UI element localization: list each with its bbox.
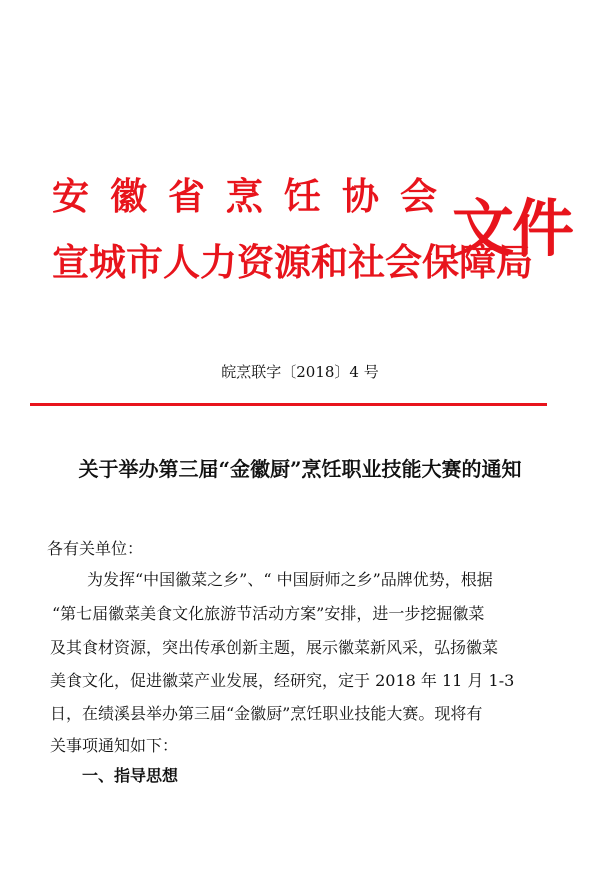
issuer-line-2: 宣城市人力资源和社会保障局: [52, 240, 533, 284]
section-heading: 一、指导思想: [82, 766, 179, 785]
body-line: 关事项通知如下：: [50, 736, 179, 755]
header-divider: [30, 403, 547, 406]
salutation: 各有关单位：: [47, 539, 144, 558]
notice-title: 关于举办第三届“金徽厨”烹饪职业技能大赛的通知: [78, 457, 522, 481]
body-line: 及其食材资源，突出传承创新主题，展示徽菜新风采，弘扬徽菜: [50, 638, 499, 657]
body-line: 日，在绩溪县举办第三届“金徽厨”烹饪职业技能大赛。现将有: [50, 704, 483, 723]
document-type-label: 文件: [452, 192, 573, 265]
issuer-line-1: 安徽省烹饪协会: [52, 174, 458, 218]
document-number: 皖烹联字〔2018〕4 号: [221, 363, 379, 381]
body-line: 为发挥“中国徽菜之乡”、“ 中国厨师之乡”品牌优势，根据: [87, 570, 493, 589]
body-line: “第七届徽菜美食文化旅游节活动方案”安排，进一步挖掘徽菜: [52, 604, 485, 623]
body-line: 美食文化，促进徽菜产业发展，经研究，定于 2018 年 11 月 1-3: [50, 671, 515, 690]
